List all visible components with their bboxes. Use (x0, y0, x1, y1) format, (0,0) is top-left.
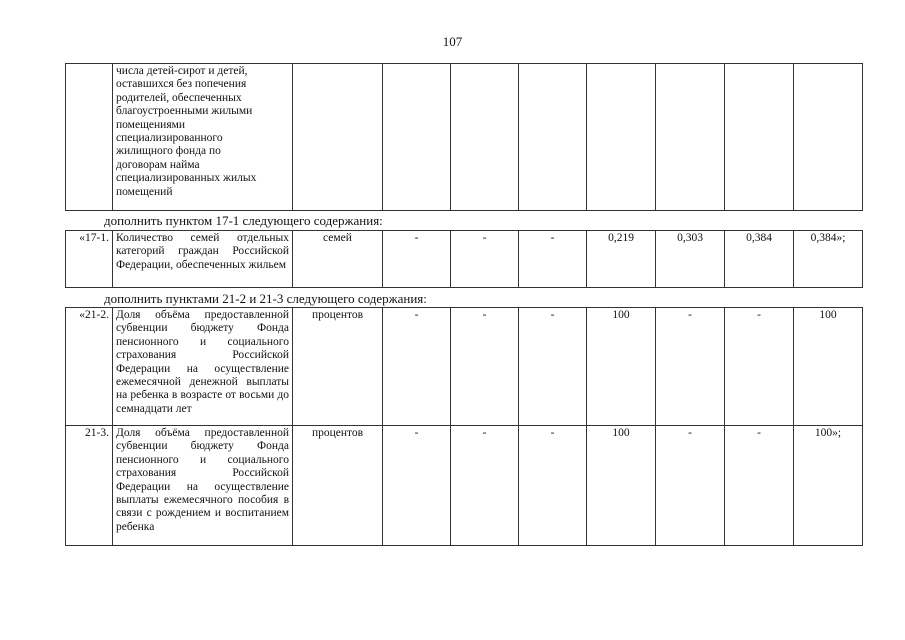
value-cell (725, 64, 794, 211)
page-number: 107 (442, 34, 463, 49)
row-number-cell (66, 64, 113, 211)
value-cell: - (383, 308, 451, 426)
value-cell: 100 (587, 308, 656, 426)
value-cell (451, 64, 519, 211)
amendment-note-21: дополнить пунктами 21-2 и 21-3 следующего содержания: (104, 291, 427, 306)
desc-line: помещений (116, 185, 173, 198)
row-description-cell: Доля объёма предоставленной субвенции бюджету Фонда пенсионного и социального страхования Российской Федерации на осуществление выплаты ежемесячного пособия в связи с рождением и воспитанием ребенка (113, 426, 293, 546)
value-cell: - (519, 426, 587, 546)
value-cell: - (383, 426, 451, 546)
value-cell: 0,219 (587, 231, 656, 288)
value-cell: - (451, 231, 519, 288)
value-cell (656, 64, 725, 211)
value-cell: - (656, 308, 725, 426)
row-number-cell: «17-1. (66, 231, 113, 288)
table-row (66, 231, 863, 288)
desc-line: помещениями (116, 118, 186, 131)
value-cell: 0,303 (656, 231, 725, 288)
row-description-cell: Доля объёма предоставленной субвенции бюджету Фонда пенсионного и социального страхования Российской Федерации на осуществление ежемесячной денежной выплаты на ребенка в возрасте от восьми до семнадцати лет (113, 308, 293, 426)
value-cell: - (519, 308, 587, 426)
desc-line: числа детей-сирот и детей, (116, 65, 248, 77)
unit-cell (293, 64, 383, 211)
value-cell: 0,384»; (794, 231, 863, 288)
table-row (66, 426, 863, 546)
value-cell (587, 64, 656, 211)
table-row-17-1 (65, 230, 863, 288)
value-cell: 0,384 (725, 231, 794, 288)
row-number-cell: «21-2. (66, 308, 113, 426)
value-cell: 100 (587, 426, 656, 546)
unit-cell: процентов (293, 308, 383, 426)
desc-line: родителей, обеспеченных (116, 91, 242, 104)
desc-line: оставшихся без попечения (116, 78, 247, 91)
table-row (66, 308, 863, 426)
table-rows-21 (65, 307, 863, 546)
row-number-cell: 21-3. (66, 426, 113, 546)
amendment-note-17-1: дополнить пунктом 17-1 следующего содержания: (104, 213, 383, 228)
desc-line: договорам найма (116, 158, 200, 171)
unit-cell: процентов (293, 426, 383, 546)
unit-cell: семей (293, 231, 383, 288)
value-cell: - (725, 426, 794, 546)
desc-line: специализированных жилых (116, 172, 257, 185)
value-cell: - (656, 426, 725, 546)
row-description-cell: Количество семей отдельных категорий граждан Российской Федерации, обеспеченных жильем (113, 231, 293, 288)
desc-line: специализированного (116, 132, 223, 145)
value-cell: - (725, 308, 794, 426)
table-continuation (65, 63, 863, 211)
value-cell: 100 (794, 308, 863, 426)
value-cell: - (451, 426, 519, 546)
value-cell: - (451, 308, 519, 426)
table-row (66, 64, 863, 211)
value-cell: 100»; (794, 426, 863, 546)
value-cell: - (519, 231, 587, 288)
value-cell (794, 64, 863, 211)
desc-line: жилищного фонда по (116, 145, 221, 158)
row-description-cell (113, 64, 293, 211)
value-cell: - (383, 231, 451, 288)
value-cell (383, 64, 451, 211)
value-cell (519, 64, 587, 211)
desc-line: благоустроенными жилыми (116, 105, 253, 118)
